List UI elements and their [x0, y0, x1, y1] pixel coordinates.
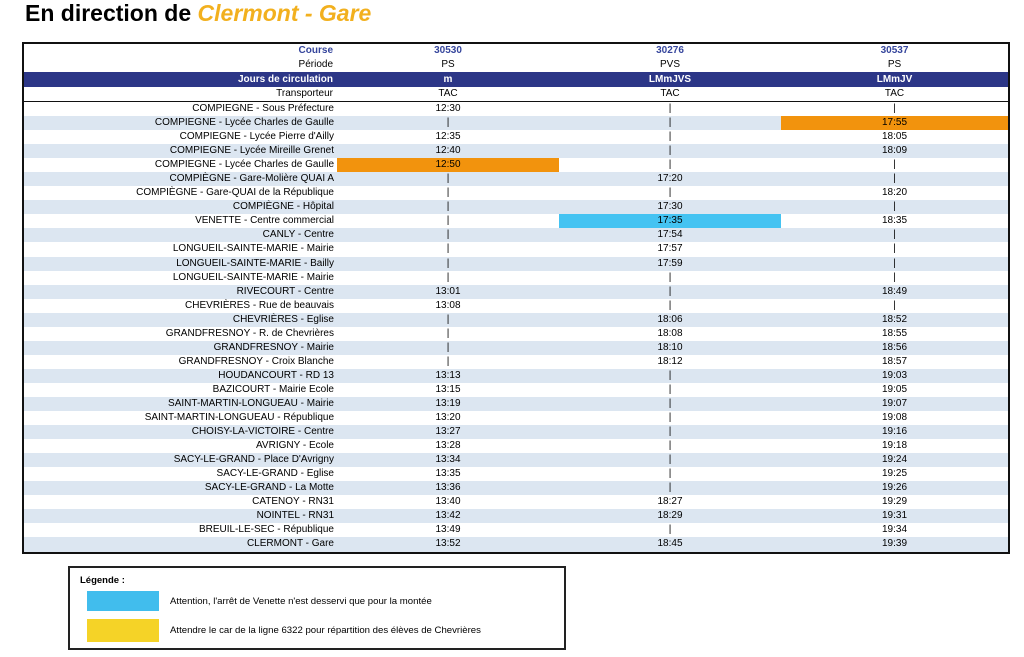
time-cell: 18:06: [657, 313, 683, 325]
periode-value-1: PS: [441, 59, 455, 70]
stop-name-cell: SAINT-MARTIN-LONGUEAU - Mairie: [168, 398, 334, 409]
time-cell: 19:24: [881, 454, 908, 466]
timetable-body: [24, 102, 1008, 552]
time-cell: 18:08: [657, 327, 683, 339]
timetable-header: [24, 44, 1008, 102]
timetable-row: [24, 327, 1008, 341]
time-cell: 13:34: [435, 454, 461, 466]
time-cell: 19:25: [881, 468, 908, 480]
timetable-row: [24, 495, 1008, 509]
course-id-1: 30530: [434, 45, 462, 56]
legend-yellow-text: Attendre le car de la ligne 6322 pour répartition des élèves de Chevrières: [170, 625, 481, 636]
time-cell: 17:57: [657, 243, 683, 255]
time-cell: |: [446, 271, 450, 283]
time-cell: 19:08: [881, 412, 908, 424]
time-cell: |: [668, 440, 672, 452]
time-cell: 18:45: [657, 538, 683, 550]
time-cell: 18:35: [881, 215, 908, 227]
time-cell: |: [446, 327, 450, 339]
time-cell: |: [668, 412, 672, 424]
stop-name-cell: RIVECOURT - Centre: [236, 285, 334, 297]
stop-name-cell: CATENOY - RN31: [252, 496, 334, 508]
periode-label: Période: [298, 59, 333, 70]
timetable-row: [24, 158, 1008, 172]
time-cell: 13:08: [435, 299, 461, 311]
time-cell: 17:54: [657, 229, 683, 241]
time-cell: |: [668, 285, 672, 297]
time-cell: |: [446, 173, 450, 185]
time-cell: 19:03: [881, 369, 908, 381]
time-cell: 18:12: [657, 355, 683, 367]
time-cell: 17:35: [559, 214, 781, 228]
time-cell: |: [668, 117, 672, 129]
timetable-row: [24, 523, 1008, 537]
time-cell: 18:29: [657, 510, 683, 522]
time-cell: 17:30: [657, 201, 683, 213]
stop-name-cell: LONGUEIL-SAINTE-MARIE - Mairie: [172, 271, 334, 283]
time-cell: 12:30: [435, 103, 461, 115]
time-cell: 13:20: [435, 412, 461, 424]
time-cell: |: [893, 229, 896, 241]
time-cell: 13:13: [435, 369, 461, 381]
stop-name-cell: CANLY - Centre: [262, 229, 334, 241]
stop-name-cell: COMPIEGNE - Lycée Mireille Grenet: [169, 145, 334, 157]
time-cell: 12:35: [435, 131, 461, 143]
time-cell: 13:35: [435, 468, 461, 480]
destination-text: Clermont - Gare: [197, 0, 372, 26]
time-cell: 18:20: [881, 187, 908, 199]
time-cell: 19:07: [881, 398, 908, 409]
timetable: [22, 42, 1010, 554]
stop-name-cell: LONGUEIL-SAINTE-MARIE - Mairie: [172, 243, 334, 255]
timetable-row: [24, 214, 1008, 228]
stop-name-cell: GRANDFRESNOY - R. de Chevrières: [165, 327, 334, 339]
stop-name-cell: SACY-LE-GRAND - Eglise: [216, 468, 334, 480]
legend-blue-text: Attention, l'arrêt de Venette n'est desservi que pour la montée: [170, 595, 432, 607]
timetable-row: [24, 439, 1008, 453]
time-cell: |: [893, 243, 896, 255]
time-cell: 13:28: [435, 440, 461, 452]
time-cell: |: [668, 103, 672, 115]
time-cell: 19:29: [881, 496, 908, 508]
jours-value-3: LMmJV: [876, 73, 913, 85]
time-cell: |: [668, 159, 672, 171]
stop-name-cell: CHEVRIÈRES - Eglise: [232, 313, 334, 325]
time-cell: 18:27: [657, 496, 683, 508]
time-cell: |: [446, 117, 450, 129]
time-cell: |: [668, 271, 672, 283]
time-cell: 18:10: [657, 341, 683, 353]
time-cell: |: [446, 355, 450, 367]
time-cell: |: [668, 482, 672, 494]
time-cell: |: [668, 145, 672, 157]
stop-name-cell: CLERMONT - Gare: [246, 538, 334, 550]
timetable-row: [24, 285, 1008, 299]
time-cell: 19:34: [881, 524, 908, 536]
time-cell: |: [446, 257, 450, 269]
timetable-row: [24, 355, 1008, 369]
time-cell: 19:18: [881, 440, 908, 452]
timetable-row: [24, 299, 1008, 313]
time-cell: |: [446, 187, 450, 199]
stop-name-cell: NOINTEL - RN31: [256, 510, 334, 522]
timetable-row: [24, 411, 1008, 425]
time-cell: 19:16: [881, 426, 908, 438]
stop-name-cell: GRANDFRESNOY - Croix Blanche: [178, 355, 334, 367]
stop-name-cell: COMPIÈGNE - Gare-QUAI de la République: [136, 187, 334, 199]
timetable-row: [24, 481, 1008, 495]
time-cell: 13:36: [435, 482, 461, 494]
time-cell: |: [893, 271, 896, 283]
stop-name-cell: BREUIL-LE-SEC - République: [198, 524, 334, 536]
header-row-transporteur: [24, 87, 1008, 101]
time-cell: 17:20: [657, 173, 683, 185]
timetable-row: [24, 537, 1008, 551]
legend-blue-swatch: [87, 591, 159, 611]
transporteur-label: Transporteur: [276, 88, 333, 99]
timetable-row: [24, 271, 1008, 285]
timetable-row: [24, 228, 1008, 242]
time-cell: 12:50: [337, 158, 559, 172]
header-row-course: [24, 44, 1008, 58]
header-row-jours: [24, 72, 1008, 87]
time-cell: |: [668, 426, 672, 438]
stop-name-cell: AVRIGNY - Ecole: [256, 440, 334, 452]
stop-name-cell: LONGUEIL-SAINTE-MARIE - Bailly: [176, 257, 334, 269]
time-cell: |: [668, 131, 672, 143]
time-cell: 17:59: [657, 257, 683, 269]
course-id-2: 30276: [656, 45, 684, 56]
time-cell: |: [446, 229, 450, 241]
time-cell: 18:56: [881, 341, 908, 353]
time-cell: 19:26: [881, 482, 908, 494]
timetable-row: [24, 242, 1008, 256]
time-cell: 13:49: [435, 524, 461, 536]
title-prefix: En direction de: [25, 0, 192, 26]
stop-name-cell: BAZICOURT - Mairie Ecole: [212, 383, 334, 395]
stop-name-cell: COMPIEGNE - Lycée Charles de Gaulle: [154, 117, 334, 129]
time-cell: 18:55: [881, 327, 908, 339]
stop-name-cell: GRANDFRESNOY - Mairie: [213, 341, 334, 353]
time-cell: |: [893, 201, 896, 213]
time-cell: |: [893, 257, 896, 269]
timetable-row: [24, 200, 1008, 214]
time-cell: 18:09: [881, 145, 908, 157]
timetable-row: [24, 509, 1008, 523]
time-cell: 19:31: [881, 510, 908, 522]
timetable-row: [24, 257, 1008, 271]
time-cell: 13:42: [435, 510, 461, 522]
time-cell: 18:57: [881, 355, 908, 367]
stop-name-cell: CHEVRIÈRES - Rue de beauvais: [185, 299, 334, 311]
time-cell: 13:27: [435, 426, 461, 438]
timetable-row: [24, 313, 1008, 327]
time-cell: |: [668, 187, 672, 199]
timetable-row: [24, 369, 1008, 383]
stop-name-cell: COMPIEGNE - Sous Préfecture: [192, 103, 334, 115]
periode-value-2: PVS: [659, 59, 680, 70]
timetable-row: [24, 425, 1008, 439]
transporteur-value-1: TAC: [438, 88, 458, 99]
time-cell: |: [446, 215, 450, 227]
time-cell: |: [668, 383, 672, 395]
time-cell: 17:55: [781, 116, 1008, 130]
time-cell: |: [668, 369, 672, 381]
time-cell: 13:15: [435, 383, 461, 395]
time-cell: |: [893, 103, 896, 115]
course-id-3: 30537: [880, 45, 909, 56]
stop-name-cell: COMPIEGNE - Lycée Pierre d'Ailly: [179, 131, 334, 143]
time-cell: |: [893, 299, 896, 311]
time-cell: 18:52: [881, 313, 908, 325]
stop-name-cell: VENETTE - Centre commercial: [195, 215, 334, 227]
time-cell: 18:05: [881, 131, 908, 143]
time-cell: |: [446, 341, 450, 353]
timetable-row: [24, 130, 1008, 144]
legend-yellow-swatch: [87, 619, 159, 642]
jours-label: Jours de circulation: [237, 73, 333, 85]
stop-name-cell: COMPIÈGNE - Hôpital: [232, 201, 334, 213]
stop-name-cell: HOUDANCOURT - RD 13: [218, 369, 334, 381]
time-cell: 13:01: [435, 285, 461, 297]
stop-name-cell: CHOISY-LA-VICTOIRE - Centre: [191, 426, 334, 438]
time-cell: 13:52: [435, 538, 461, 550]
stop-name-cell: COMPIÈGNE - Gare-Molière QUAI A: [169, 173, 334, 185]
time-cell: |: [668, 454, 672, 466]
timetable-row: [24, 102, 1008, 116]
time-cell: |: [893, 173, 896, 185]
timetable-row: [24, 144, 1008, 158]
timetable-row: [24, 172, 1008, 186]
header-row-periode: [24, 58, 1008, 72]
timetable-row: [24, 383, 1008, 397]
jours-value-2: LMmJVS: [648, 73, 692, 85]
jours-value-1: m: [443, 73, 453, 85]
timetable-row: [24, 186, 1008, 200]
time-cell: |: [446, 201, 450, 213]
stop-name-cell: SACY-LE-GRAND - La Motte: [204, 482, 334, 494]
legend-title: Légende :: [80, 575, 125, 586]
timetable-row: [24, 453, 1008, 467]
stop-name-cell: COMPIEGNE - Lycée Charles de Gaulle: [154, 159, 334, 171]
time-cell: |: [893, 159, 896, 171]
time-cell: 19:39: [881, 538, 908, 550]
timetable-row: [24, 116, 1008, 130]
transporteur-value-3: TAC: [884, 88, 905, 99]
timetable-row: [24, 467, 1008, 481]
legend-box: [68, 566, 566, 650]
time-cell: 19:05: [881, 383, 908, 395]
time-cell: |: [668, 299, 672, 311]
periode-value-3: PS: [887, 59, 902, 70]
transporteur-value-2: TAC: [660, 88, 680, 99]
time-cell: |: [668, 398, 672, 409]
time-cell: 12:40: [435, 145, 461, 157]
stop-name-cell: SAINT-MARTIN-LONGUEAU - République: [144, 412, 334, 424]
time-cell: |: [446, 243, 450, 255]
time-cell: 18:49: [881, 285, 908, 297]
timetable-row: [24, 341, 1008, 355]
time-cell: 13:19: [435, 398, 461, 409]
time-cell: |: [668, 524, 672, 536]
stop-name-cell: SACY-LE-GRAND - Place D'Avrigny: [173, 454, 334, 466]
course-label: Course: [298, 45, 333, 56]
page-title: [25, 0, 371, 27]
timetable-row: [24, 397, 1008, 411]
time-cell: |: [668, 468, 672, 480]
time-cell: 13:40: [435, 496, 461, 508]
time-cell: |: [446, 313, 450, 325]
